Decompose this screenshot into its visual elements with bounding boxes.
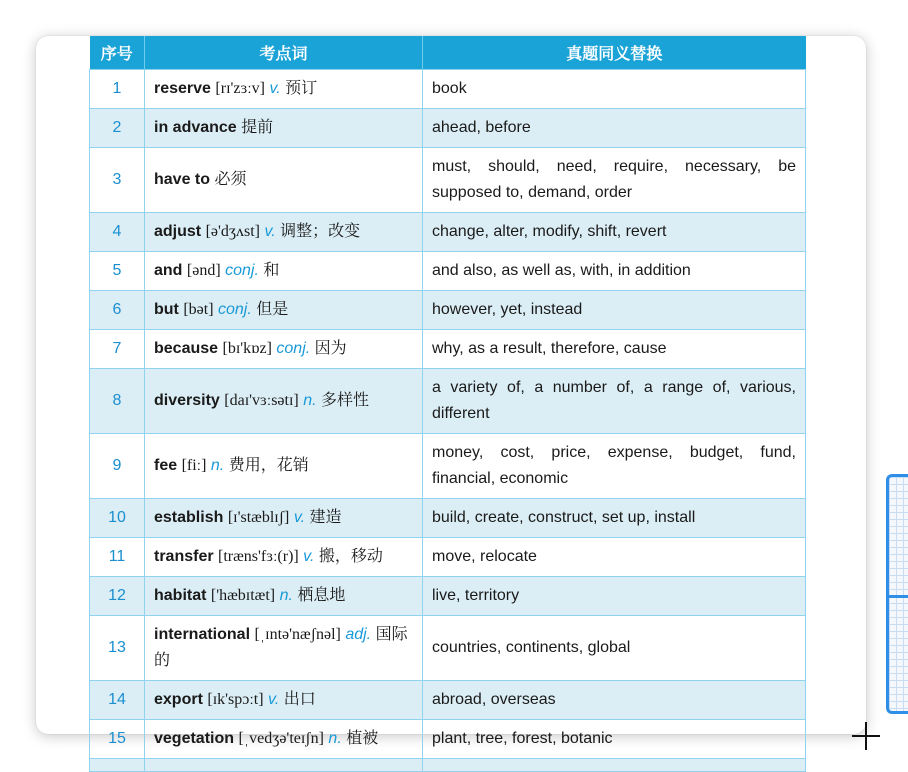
keyword-pronunciation: [ə'dʒʌst] <box>205 223 260 240</box>
keyword-cell <box>145 577 423 616</box>
keyword-part-of-speech: v. <box>269 80 281 97</box>
row-number: 10 <box>90 499 145 538</box>
table-row <box>90 213 806 252</box>
keyword-word: and <box>154 262 183 279</box>
keyword-word: in advance <box>154 119 237 136</box>
keyword-cell <box>145 434 423 499</box>
keyword-part-of-speech: v. <box>303 548 315 565</box>
row-number: 6 <box>90 291 145 330</box>
synonyms-cell: why, as a result, therefore, cause <box>423 330 806 369</box>
keyword-cell <box>145 148 423 213</box>
grid-panel-icon[interactable] <box>886 474 908 714</box>
keyword-meaning: 出口 <box>283 691 316 708</box>
row-number: 15 <box>90 720 145 759</box>
keyword-pronunciation: [fiː] <box>181 457 207 474</box>
table-row <box>90 109 806 148</box>
keyword-meaning: 多样性 <box>320 392 369 409</box>
header-keyword: 考点词 <box>145 36 423 70</box>
keyword-part-of-speech: n. <box>328 730 342 747</box>
table-row <box>90 681 806 720</box>
keyword-meaning: 但是 <box>256 301 289 318</box>
keyword-part-of-speech: conj. <box>276 340 311 357</box>
row-number: 3 <box>90 148 145 213</box>
table-row <box>90 759 806 772</box>
keyword-pronunciation: [rɪ'zɜːv] <box>215 80 265 97</box>
crosshair-icon <box>852 722 880 750</box>
keyword-part-of-speech: conj. <box>225 262 259 279</box>
keyword-word: have to <box>154 171 211 188</box>
table-row <box>90 148 806 213</box>
keyword-cell <box>145 499 423 538</box>
synonyms-cell <box>423 759 806 772</box>
keyword-meaning: 栖息地 <box>297 587 346 604</box>
keyword-cell <box>145 538 423 577</box>
keyword-meaning: 搬，移动 <box>318 548 383 565</box>
keyword-meaning: 建造 <box>309 509 342 526</box>
keyword-word: because <box>154 340 219 357</box>
keyword-part-of-speech: adj. <box>345 626 372 643</box>
table-row <box>90 720 806 759</box>
keyword-cell <box>145 252 423 291</box>
keyword-word: but <box>154 301 179 318</box>
keyword-pronunciation: [daɪ'vɜːsətɪ] <box>224 392 299 409</box>
vocab-table <box>89 36 806 772</box>
keyword-meaning: 国际的 <box>154 626 408 669</box>
row-number: 12 <box>90 577 145 616</box>
keyword-cell <box>145 213 423 252</box>
keyword-word: vegetation <box>154 730 235 747</box>
row-number: 13 <box>90 616 145 681</box>
row-number: 2 <box>90 109 145 148</box>
keyword-cell <box>145 759 423 772</box>
table-row <box>90 538 806 577</box>
keyword-pronunciation: [ɪ'stæblɪʃ] <box>227 509 290 526</box>
keyword-pronunciation: [ənd] <box>186 262 221 279</box>
keyword-word: adjust <box>154 223 202 240</box>
grid-panel-divider <box>889 595 908 598</box>
table-header-row <box>90 36 806 70</box>
table-row <box>90 330 806 369</box>
table-body <box>90 70 806 772</box>
synonyms-cell: move, relocate <box>423 538 806 577</box>
keyword-part-of-speech: v. <box>293 509 306 526</box>
synonyms-cell: abroad, overseas <box>423 681 806 720</box>
keyword-cell <box>145 330 423 369</box>
keyword-cell <box>145 70 423 109</box>
keyword-cell <box>145 291 423 330</box>
synonyms-cell: countries, continents, global <box>423 616 806 681</box>
header-synonyms: 真题同义替换 <box>423 36 806 70</box>
row-number: 5 <box>90 252 145 291</box>
row-number <box>90 759 145 772</box>
keyword-meaning: 植被 <box>346 730 379 747</box>
synonyms-cell: must, should, need, require, necessary, be supposed to, demand, order <box>423 148 806 213</box>
row-number: 8 <box>90 369 145 434</box>
keyword-word: export <box>154 691 203 708</box>
table-row <box>90 291 806 330</box>
row-number: 11 <box>90 538 145 577</box>
keyword-pronunciation: [ɪk'spɔːt] <box>207 691 264 708</box>
keyword-pronunciation: ['hæbɪtæt] <box>210 587 276 604</box>
table-row <box>90 434 806 499</box>
keyword-pronunciation: [bət] <box>183 301 214 318</box>
synonyms-cell: build, create, construct, set up, install <box>423 499 806 538</box>
keyword-word: establish <box>154 509 224 526</box>
synonyms-cell: a variety of, a number of, a range of, various, different <box>423 369 806 434</box>
row-number: 9 <box>90 434 145 499</box>
synonyms-cell: however, yet, instead <box>423 291 806 330</box>
keyword-meaning: 调整；改变 <box>280 223 361 240</box>
keyword-word: habitat <box>154 587 207 604</box>
table-row <box>90 577 806 616</box>
keyword-word: reserve <box>154 80 211 97</box>
row-number: 7 <box>90 330 145 369</box>
keyword-meaning: 和 <box>263 262 280 279</box>
keyword-part-of-speech: n. <box>210 457 225 474</box>
synonyms-cell: money, cost, price, expense, budget, fund, financial, economic <box>423 434 806 499</box>
row-number: 14 <box>90 681 145 720</box>
row-number: 1 <box>90 70 145 109</box>
synonyms-cell: and also, as well as, with, in addition <box>423 252 806 291</box>
keyword-meaning: 因为 <box>314 340 347 357</box>
keyword-meaning: 费用，花销 <box>228 457 309 474</box>
synonyms-cell: change, alter, modify, shift, revert <box>423 213 806 252</box>
keyword-part-of-speech: v. <box>268 691 280 708</box>
keyword-pronunciation: [ˌvedʒə'teɪʃn] <box>238 730 324 747</box>
row-number: 4 <box>90 213 145 252</box>
keyword-word: fee <box>154 457 178 474</box>
keyword-cell <box>145 369 423 434</box>
keyword-pronunciation: [ˌɪntə'næʃnəl] <box>254 626 341 643</box>
keyword-part-of-speech: conj. <box>217 301 252 318</box>
keyword-part-of-speech: n. <box>279 587 293 604</box>
keyword-cell <box>145 681 423 720</box>
table-row <box>90 616 806 681</box>
synonyms-cell: book <box>423 70 806 109</box>
keyword-cell <box>145 616 423 681</box>
keyword-word: diversity <box>154 392 220 409</box>
table-row <box>90 369 806 434</box>
keyword-part-of-speech: v. <box>264 223 276 240</box>
keyword-cell <box>145 109 423 148</box>
keyword-cell <box>145 720 423 759</box>
table-row <box>90 252 806 291</box>
keyword-meaning: 必须 <box>214 171 247 188</box>
synonyms-cell: live, territory <box>423 577 806 616</box>
keyword-pronunciation: [træns'fɜː(r)] <box>218 548 299 565</box>
table-row <box>90 70 806 109</box>
keyword-pronunciation: [bɪ'kɒz] <box>222 340 272 357</box>
keyword-word: international <box>154 626 251 643</box>
keyword-part-of-speech: n. <box>303 392 317 409</box>
synonyms-cell: plant, tree, forest, botanic <box>423 720 806 759</box>
keyword-word: transfer <box>154 548 214 565</box>
document-window <box>36 36 866 747</box>
synonyms-cell: ahead, before <box>423 109 806 148</box>
keyword-meaning: 预订 <box>285 80 318 97</box>
keyword-meaning: 提前 <box>241 119 274 136</box>
header-number: 序号 <box>90 36 145 70</box>
table-row <box>90 499 806 538</box>
